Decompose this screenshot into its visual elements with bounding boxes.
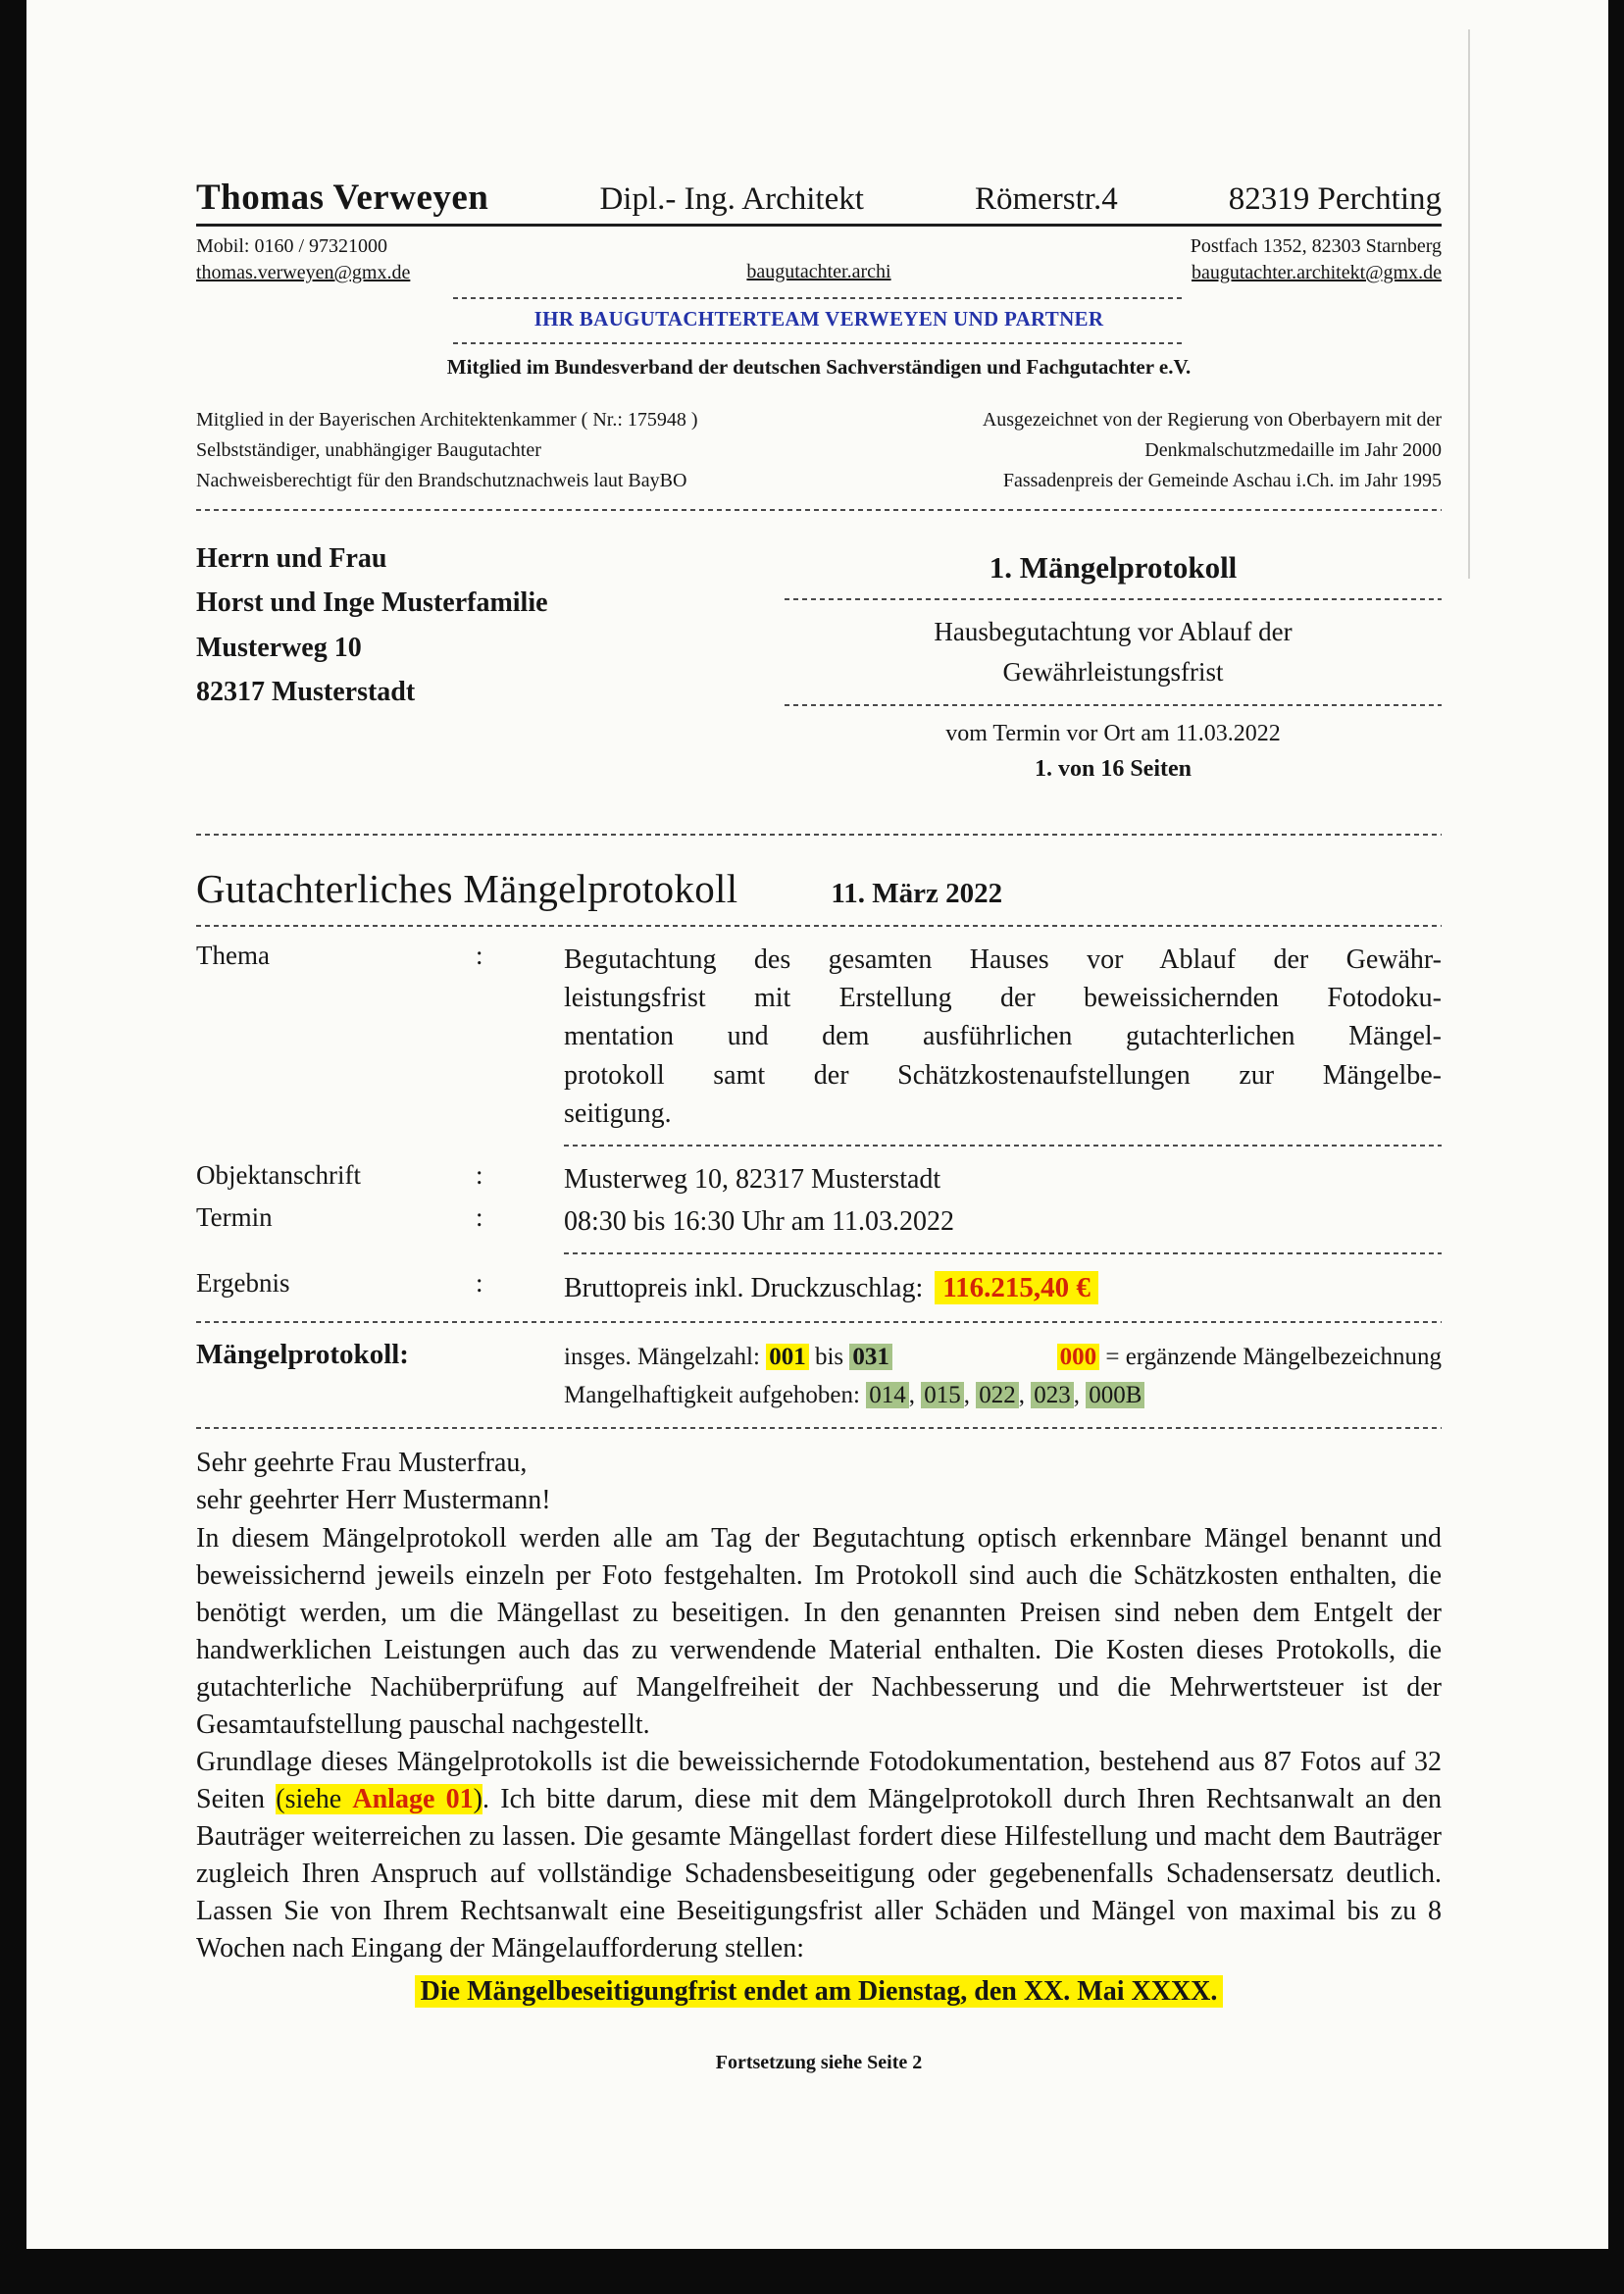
- appointment-date-line: vom Termin vor Ort am 11.03.2022: [945, 721, 1281, 746]
- anlage-pre: (siehe: [276, 1784, 353, 1815]
- scan-edge-left: [0, 0, 26, 2294]
- resolved-code-badge: 022: [976, 1382, 1019, 1408]
- email-link: thomas.verweyen@gmx.de: [196, 262, 411, 283]
- document-subtitle: [785, 612, 1442, 691]
- resolved-prefix: Mangelhaftigkeit aufgehoben:: [564, 1381, 867, 1408]
- contact-row: [196, 233, 1442, 286]
- dashed-divider: [785, 598, 1442, 600]
- code-separator: ,: [908, 1381, 922, 1408]
- resolved-code-badge: 015: [921, 1382, 964, 1408]
- thema-line: protokoll samt der Schätzkostenaufstellungen zur Mängelbe-: [564, 1059, 1442, 1091]
- ergebnis-label: Ergebnis: [196, 1268, 290, 1299]
- salutation-line: Sehr geehrte Frau Musterfrau,: [196, 1448, 528, 1479]
- contact-left: [196, 233, 746, 286]
- termin-row: [196, 1202, 1442, 1241]
- para2-text: . Ich bitte darum, diese mit dem Mängelprotokoll durch Ihren Rechtsanwalt an den Bauträger weiterreichen zu lassen. Die gesamte Mängellast fordert diese Hilfestellung und macht dem Bauträger zugleich Ihren Anspruch auf vollständige Schadensbeseitigung oder gegebenenfalls Schadensersatz deutlich. Lassen Sie von Ihrem Rechtsanwalt eine Beseitigungsfrist aller Schäden und Mängel von maximal bis zu 8 Wochen nach Eingang der Mängelaufforderung stellen:: [196, 1784, 1443, 1964]
- ergebnis-text: Bruttopreis inkl. Druckzuschlag:: [564, 1273, 924, 1304]
- credential-line: Nachweisberechtigt für den Brandschutznachweis laut BayBO: [196, 470, 687, 491]
- maengel-zero-badge: 000: [1057, 1344, 1100, 1370]
- letter-content: [196, 177, 1442, 2074]
- continuation-note: Fortsetzung siehe Seite 2: [715, 2051, 923, 2073]
- thema-content: [564, 941, 1442, 1133]
- page-count-line: 1. von 16 Seiten: [1034, 756, 1192, 782]
- dashed-divider: [785, 704, 1442, 706]
- recipient-city: 82317 Musterstadt: [196, 677, 416, 708]
- scan-edge-right: [1608, 0, 1624, 2294]
- po-box: Postfach 1352, 82303 Starnberg: [1190, 235, 1442, 257]
- team-banner: IHR BAUGUTACHTERTEAM VERWEYEN UND PARTNER: [533, 307, 1104, 331]
- credentials-row: [196, 405, 1442, 496]
- colon: :: [476, 1159, 483, 1190]
- protocol-date: 11. März 2022: [831, 878, 1003, 909]
- association-line: Mitglied im Bundesverband der deutschen Sachverständigen und Fachgutachter e.V.: [446, 355, 1192, 379]
- anlage-highlight: [276, 1784, 482, 1814]
- letter-body: [196, 1445, 1442, 2010]
- maengel-lines: [564, 1339, 1442, 1415]
- maengel-count-left: [564, 1339, 892, 1377]
- maengel-resolved-line: [564, 1377, 1442, 1415]
- thema-line: Begutachtung des gesamten Hauses vor Ablauf der Gewähr-: [564, 944, 1442, 975]
- dashed-divider: [196, 1321, 1442, 1323]
- thema-line: seitigung.: [564, 1097, 672, 1129]
- deadline-row: [196, 1973, 1442, 2011]
- colon: :: [476, 1202, 483, 1233]
- recipient-street: Musterweg 10: [196, 632, 362, 663]
- termin-value: 08:30 bis 16:30 Uhr am 11.03.2022: [564, 1206, 954, 1238]
- salutation-line: sehr geehrter Herr Mustermann!: [196, 1485, 551, 1516]
- subtitle-line: Gewährleistungsfrist: [1002, 656, 1224, 687]
- body-paragraph-1: In diesem Mängelprotokoll werden alle am Tag der Begutachtung optisch erkennbare Mängel benannt und beweissichernd jeweils einzeln per Foto festgehalten. Im Protokoll sind auch die Schätzkosten enthalten, die benötigt werden, um die Mängellast zu beseitigen. In den genannten Preisen sind neben dem Entgelt der handwerklichen Leistungen auch das zu verwendende Material enthalten. Die Kosten dieses Protokolls, die gutachterliche Nachüberprüfung auf Mangelfreiheit der Nachbesserung und die Mehrwertsteuer ist der Gesamtaufstellung pauschal nachgestellt.: [196, 1522, 1442, 1740]
- maengel-count-prefix: insges. Mängelzahl:: [564, 1343, 767, 1370]
- website-link: baugutachter.archi: [746, 261, 891, 282]
- maengel-bis: bis: [808, 1343, 850, 1370]
- dashed-divider: [453, 297, 1185, 299]
- architect-street: Römerstr.4: [974, 181, 1118, 217]
- credential-line: Mitglied in der Bayerischen Architektenkammer ( Nr.: 175948 ): [196, 409, 698, 431]
- maengel-to-badge: 031: [849, 1344, 892, 1370]
- code-separator: ,: [963, 1381, 977, 1408]
- thema-line: mentation und dem ausführlichen gutachterlichen Mängel-: [564, 1021, 1442, 1052]
- dashed-divider: [564, 1252, 1442, 1254]
- contact-right: [891, 233, 1442, 286]
- subtitle-line: Hausbegutachtung vor Ablauf der: [934, 617, 1293, 646]
- thema-label: Thema: [196, 941, 270, 970]
- ergebnis-row: [196, 1268, 1442, 1308]
- termin-label: Termin: [196, 1202, 273, 1233]
- ergebnis-content: [564, 1268, 1442, 1308]
- code-separator: ,: [1073, 1381, 1087, 1408]
- protocol-heading: Gutachterliches Mängelprotokoll: [196, 866, 738, 911]
- dashed-divider: [196, 1427, 1442, 1429]
- objekt-row: [196, 1160, 1442, 1198]
- objekt-value: Musterweg 10, 82317 Musterstadt: [564, 1163, 941, 1195]
- maengel-count-line: [564, 1339, 1442, 1377]
- letterhead-header: [196, 177, 1442, 227]
- mobile-number: Mobil: 0160 / 97321000: [196, 235, 388, 257]
- document-info: [785, 527, 1442, 783]
- para2-text: Grundlage dieses Mängelprotokolls ist die beweissichernde Fotodokumentation, bestehend aus 87 Fotos auf 32 Seiten: [196, 1747, 1442, 1815]
- anlage-reference: Anlage 01: [352, 1784, 474, 1815]
- dashed-divider: [453, 342, 1185, 344]
- maengel-from-badge: 001: [766, 1344, 809, 1370]
- credential-line: Fassadenpreis der Gemeinde Aschau i.Ch. im Jahr 1995: [1002, 470, 1442, 491]
- maengel-zero-suffix: = ergänzende Mängelbezeichnung: [1099, 1343, 1442, 1370]
- document-title: 1. Mängelprotokoll: [989, 550, 1238, 585]
- recipient-salutation: Herrn und Frau: [196, 543, 387, 574]
- contact-center: [746, 259, 890, 286]
- architect-city: 82319 Perchting: [1228, 181, 1442, 217]
- credential-line: Selbstständiger, unabhängiger Baugutachter: [196, 439, 541, 461]
- dashed-divider: [196, 834, 1442, 836]
- dashed-divider: [196, 509, 1442, 511]
- thema-row: [196, 941, 1442, 1133]
- recipient-section: [196, 527, 1442, 783]
- protocol-heading-row: [196, 865, 1442, 912]
- total-price-highlight: 116.215,40 €: [935, 1271, 1098, 1304]
- thema-line: leistungsfrist mit Erstellung der beweissichernden Fotodoku-: [564, 983, 1442, 1014]
- anlage-post: ): [473, 1784, 482, 1815]
- dashed-divider: [564, 1145, 1442, 1147]
- credential-line: Ausgezeichnet von der Regierung von Oberbayern mit der: [982, 409, 1442, 431]
- maengel-zero-note: [1057, 1339, 1442, 1377]
- architect-title: Dipl.- Ing. Architekt: [599, 181, 864, 217]
- colon: :: [476, 941, 483, 970]
- resolved-code-badge: 000B: [1086, 1382, 1144, 1408]
- credential-line: Denkmalschutzmedaille im Jahr 2000: [1144, 439, 1442, 461]
- credentials-right: [848, 405, 1442, 496]
- scan-artifact-line: [1468, 29, 1470, 579]
- objekt-label: Objektanschrift: [196, 1159, 361, 1190]
- resolved-code-badge: 023: [1031, 1382, 1074, 1408]
- deadline-highlight: Die Mängelbeseitigungfrist endet am Dienstag, den XX. Mai XXXX.: [415, 1975, 1224, 2008]
- colon: :: [476, 1268, 483, 1299]
- recipient-address: [196, 527, 785, 783]
- maengel-summary-row: [196, 1339, 1442, 1415]
- maengel-label: Mängelprotokoll:: [196, 1338, 409, 1370]
- body-paragraph-2: [196, 1744, 1442, 1967]
- recipient-name: Horst und Inge Musterfamilie: [196, 587, 548, 619]
- credentials-left: [196, 405, 848, 496]
- email2-link: baugutachter.architekt@gmx.de: [1192, 262, 1442, 283]
- code-separator: ,: [1018, 1381, 1032, 1408]
- resolved-code-badge: 014: [866, 1382, 909, 1408]
- scan-edge-bottom: [0, 2249, 1624, 2294]
- dashed-divider: [196, 925, 1442, 927]
- architect-name: Thomas Verweyen: [196, 178, 489, 218]
